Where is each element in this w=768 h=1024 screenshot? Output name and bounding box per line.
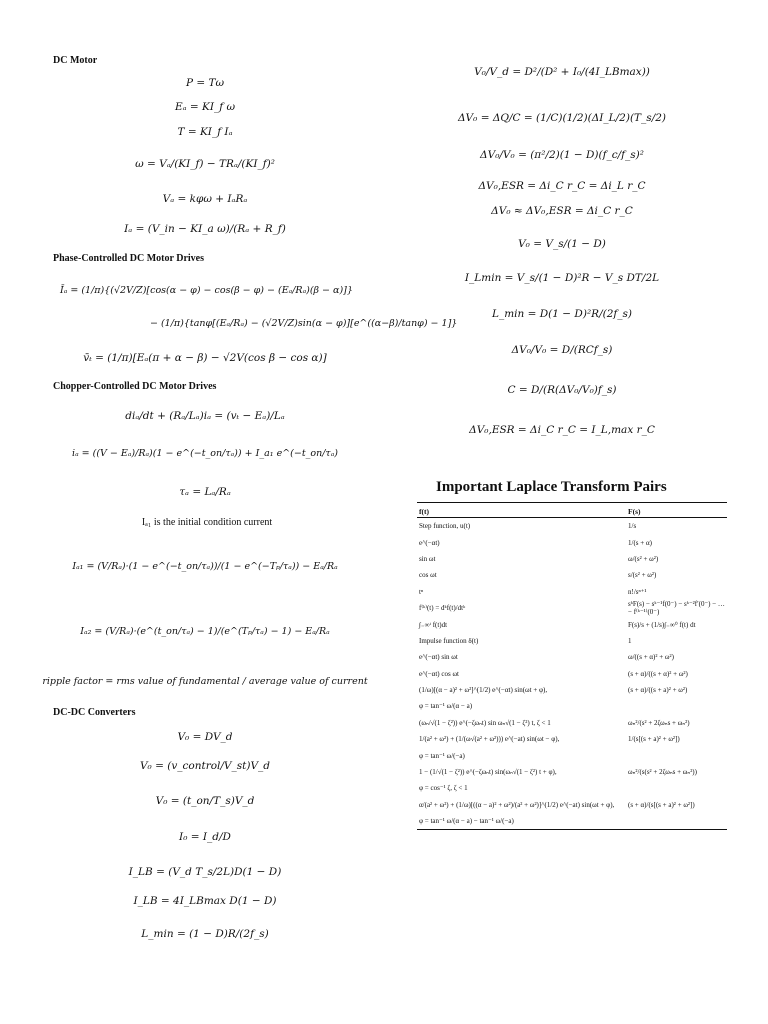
cell-f: Impulse function δ(t) bbox=[419, 636, 479, 645]
equation: diₐ/dt + (Rₐ/Lₐ)iₐ = (vₜ − Eₐ)/Lₐ bbox=[125, 410, 285, 422]
heading-chopper: Chopper-Controlled DC Motor Drives bbox=[53, 381, 217, 392]
equation: P = Tω bbox=[185, 77, 225, 89]
cell-f: Step function, u(t) bbox=[419, 522, 471, 531]
cell-F: ωₙ²/(s² + 2ζωₙs + ωₙ²) bbox=[628, 718, 690, 727]
equation: V₀ = (v_control/V_st)V_d bbox=[139, 760, 271, 772]
heading-dc-dc: DC-DC Converters bbox=[53, 707, 136, 718]
table-header-row bbox=[417, 506, 727, 518]
cell-f: e^(−αt) sin ωt bbox=[419, 653, 458, 662]
cell-f: 1/(a² + ω²) + (1/(ω√(a² + ω²))) e^(−at) sin(ωt − φ), bbox=[419, 735, 560, 744]
table-row bbox=[417, 600, 727, 616]
cell-F: F(s)/s + (1/s)∫₋∞⁰ f(t) dt bbox=[628, 620, 696, 629]
cell-F: ω/((s + α)² + ω²) bbox=[628, 653, 674, 662]
cell-f: e^(−αt) cos ωt bbox=[419, 669, 459, 678]
cell-F: (s + α)/(s[(s + a)² + ω²]) bbox=[628, 800, 695, 809]
equation: ΔV₀/V₀ = D/(RCf_s) bbox=[511, 344, 613, 356]
cell-F bbox=[626, 813, 727, 830]
cell-F: sᵏF(s) − sᵏ⁻¹f(0⁻) − sᵏ⁻²f′(0⁻) − … − f⁽ᵏ⁻¹⁾(0⁻) bbox=[628, 600, 725, 617]
cell-F: ω/(s² + ω²) bbox=[628, 554, 659, 563]
equation: v̄ₜ = (1/π)[Eₐ(π + α − β) − √2V(cos β − cos α)] bbox=[83, 352, 327, 364]
equation: V₀ = DV_d bbox=[177, 731, 233, 743]
equation: Iₐ₁ = (V/Rₐ)·(1 − e^(−t_on/τₐ))/(1 − e^(−Tₚ/τₐ)) − Eₐ/Rₐ bbox=[72, 561, 338, 572]
cell-f: φ = cos⁻¹ ζ, ζ < 1 bbox=[419, 784, 468, 793]
table-row bbox=[417, 666, 727, 682]
table-row bbox=[417, 731, 727, 747]
equation: V₀/V_d = D²/(D² + I₀/(4I_LBmax)) bbox=[474, 66, 650, 78]
cell-f: e^(−αt) bbox=[419, 538, 440, 547]
cell-F: (s + α)/((s + a)² + ω²) bbox=[628, 686, 688, 695]
cell-F: s/(s² + ω²) bbox=[628, 571, 657, 580]
laplace-table-body bbox=[417, 518, 727, 830]
cell-f: (1/ω)[(α − a)² + ω²]^(1/2) e^(−αt) sin(ωt + φ), bbox=[419, 686, 548, 695]
table-row bbox=[417, 764, 727, 780]
cell-f: ∫₋∞ᵗ f(t)dt bbox=[419, 620, 448, 629]
equation: V₀ = V_s/(1 − D) bbox=[518, 238, 606, 250]
cell-f: φ = tan⁻¹ ω/(α − a) bbox=[419, 702, 473, 711]
cell-f: (ωₙ/√(1 − ζ²)) e^(−ζωₙt) sin ωₙ√(1 − ζ²) t, ζ < 1 bbox=[419, 718, 551, 727]
equation: Iₐ = (V_in − KI_a ω)/(Rₐ + R_f) bbox=[124, 223, 286, 235]
equation: − (1/π){tanφ[(Eₐ/Rₐ) − (√2V/Z)sin(α − φ)][e^((α−β)/tanφ) − 1]} bbox=[150, 318, 458, 329]
equation: V₀ = (t_on/T_s)V_d bbox=[155, 795, 255, 807]
table-row bbox=[417, 698, 727, 714]
cell-f: α/(a² + ω²) + (1/ω)[((α − a)² + ω²)/(a² + ω²)]^(1/2) e^(−at) sin(ωt + φ), bbox=[419, 800, 615, 809]
laplace-table bbox=[417, 506, 727, 830]
cell-F bbox=[626, 698, 727, 714]
equation: ΔV₀ ≈ ΔV₀,ESR = Δi_C r_C bbox=[491, 205, 633, 217]
table-row bbox=[417, 797, 727, 813]
table-row bbox=[417, 567, 727, 583]
cell-F: ωₙ²/(s(s² + 2ζωₙs + ωₙ²)) bbox=[628, 768, 697, 777]
table-top-rule bbox=[417, 502, 727, 503]
table-row bbox=[417, 715, 727, 731]
equation: C = D/(R(ΔV₀/V₀)f_s) bbox=[507, 384, 617, 396]
table-row bbox=[417, 780, 727, 796]
table-row bbox=[417, 551, 727, 567]
table-row bbox=[417, 616, 727, 632]
cell-f: sin ωt bbox=[419, 554, 436, 563]
column-header-f: f(t) bbox=[417, 506, 626, 518]
cell-F bbox=[626, 780, 727, 796]
cell-f: f⁽ᵏ⁾(t) = dᵏf(t)/dtᵏ bbox=[419, 604, 466, 613]
cell-F: 1/s bbox=[628, 522, 637, 531]
cell-f: φ = tan⁻¹ ω/(−a) bbox=[419, 751, 465, 760]
equation: Īₐ = (1/π){(√2V/Z)[cos(α − φ) − cos(β − φ) − (Eₐ/Rₐ)(β − α)]} bbox=[60, 285, 353, 296]
equation: L_min = D(1 − D)²R/(2f_s) bbox=[491, 308, 633, 320]
laplace-title: Important Laplace Transform Pairs bbox=[436, 479, 667, 495]
note-initial-current: Iₐ₁ is the initial condition current bbox=[141, 517, 273, 528]
equation: Vₐ = kφω + IₐRₐ bbox=[162, 193, 248, 205]
cell-f: 1 − (1/√(1 − ζ²)) e^(−ζωₙt) sin(ωₙ√(1 − ζ²) t + φ), bbox=[419, 768, 557, 777]
cell-f: cos ωt bbox=[419, 571, 437, 580]
table-row bbox=[417, 584, 727, 600]
equation: I₀ = I_d/D bbox=[179, 831, 231, 843]
equation: I_Lmin = V_s/(1 − D)²R − V_s DT/2L bbox=[464, 272, 660, 284]
equation: L_min = (1 − D)R/(2f_s) bbox=[141, 928, 269, 940]
equation: Iₐ₂ = (V/Rₐ)·(e^(t_on/τₐ) − 1)/(e^(Tₚ/τₐ) − 1) − Eₐ/Rₐ bbox=[80, 626, 330, 637]
cell-F: 1 bbox=[628, 636, 632, 645]
equation: I_LB = 4I_LBmax D(1 − D) bbox=[133, 895, 277, 907]
heading-dc-motor: DC Motor bbox=[53, 55, 98, 66]
table-row bbox=[417, 813, 727, 830]
heading-phase-controlled: Phase-Controlled DC Motor Drives bbox=[53, 253, 204, 264]
equation: τₐ = Lₐ/Rₐ bbox=[179, 486, 231, 498]
equation: T = KI_f Iₐ bbox=[177, 126, 233, 138]
column-header-F: F(s) bbox=[626, 506, 727, 518]
cell-F bbox=[626, 747, 727, 763]
table-row bbox=[417, 747, 727, 763]
equation: ΔV₀/V₀ = (π²/2)(1 − D)(f_c/f_s)² bbox=[480, 149, 644, 161]
table-row bbox=[417, 633, 727, 649]
equation: ΔV₀ = ΔQ/C = (1/C)(1/2)(ΔI_L/2)(T_s/2) bbox=[457, 112, 667, 124]
cell-F: (s + α)/((s + α)² + ω²) bbox=[628, 669, 688, 678]
table-row bbox=[417, 649, 727, 665]
equation: iₐ = ((V − Eₐ)/Rₐ)(1 − e^(−t_on/τₐ)) + I_a₁ e^(−t_on/τₐ) bbox=[72, 448, 338, 459]
table-row bbox=[417, 682, 727, 698]
equation: I_LB = (V_d T_s/2L)D(1 − D) bbox=[128, 866, 282, 878]
cell-F: 1/(s[(s + a)² + ω²]) bbox=[628, 735, 680, 744]
cell-f: φ = tan⁻¹ ω/(α − a) − tan⁻¹ ω/(−a) bbox=[417, 813, 626, 830]
equation: ripple factor = rms value of fundamental / average value of current bbox=[42, 676, 368, 687]
cell-f: tⁿ bbox=[419, 587, 424, 596]
table-row bbox=[417, 518, 727, 535]
equation: Eₐ = KI_f ω bbox=[174, 101, 236, 113]
table-row bbox=[417, 534, 727, 550]
equation: ΔV₀,ESR = Δi_C r_C = I_L,max r_C bbox=[469, 424, 655, 436]
cell-F: 1/(s + α) bbox=[628, 538, 652, 547]
equation: ΔV₀,ESR = Δi_C r_C = Δi_L r_C bbox=[478, 180, 646, 192]
equation: ω = Vₐ/(KI_f) − TRₐ/(KI_f)² bbox=[135, 158, 275, 170]
cell-F: n!/sⁿ⁺¹ bbox=[628, 587, 647, 596]
